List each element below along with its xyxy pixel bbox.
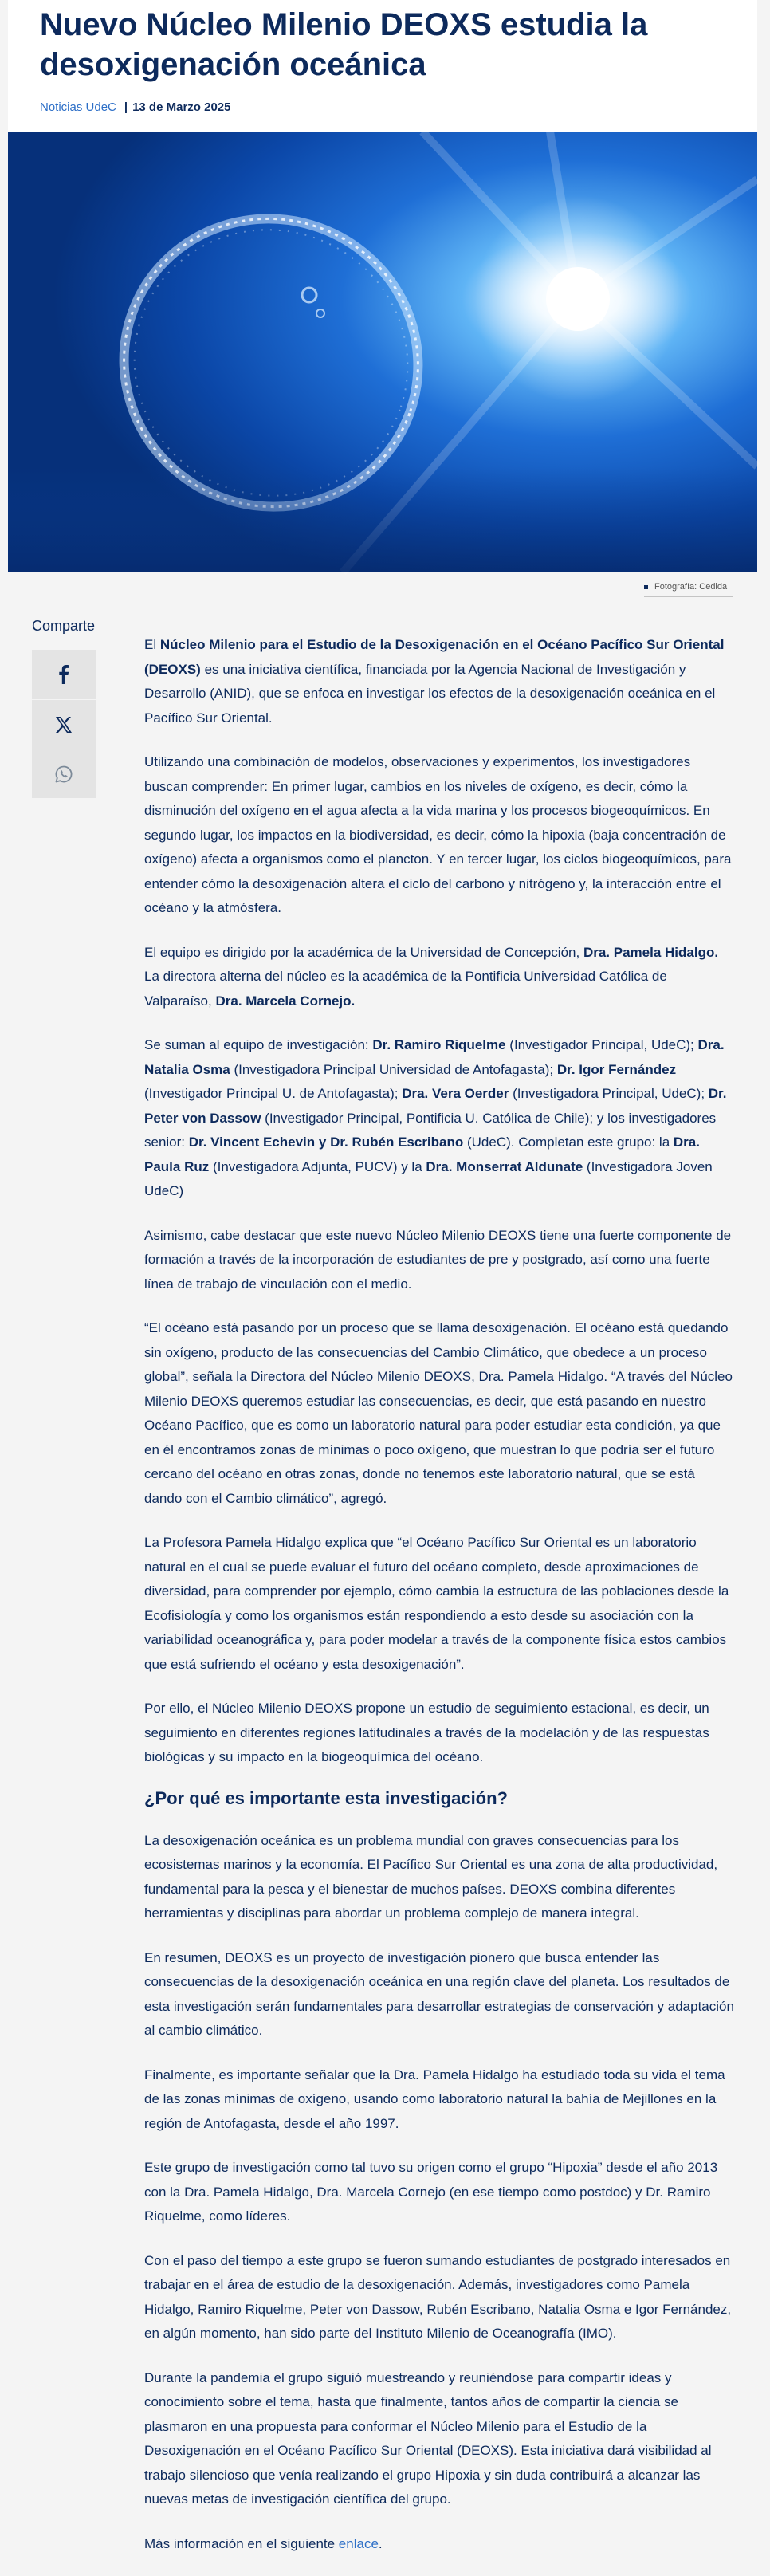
- category-link[interactable]: Noticias UdeC: [40, 100, 116, 114]
- share-x-button[interactable]: [32, 700, 96, 749]
- paragraph: En resumen, DEOXS es un proyecto de investigación pionero que busca entender las consecuencias de la desoxigenación oceánica en una región clave del planeta. Los resultados de esta investigación serán fundamentales para desarrollar estrategias de conservación y adaptación al cambio climático.: [144, 1949, 734, 2038]
- paragraph: La Profesora Pamela Hidalgo explica que “el Océano Pacífico Sur Oriental es un laboratorio natural en el cual se puede evaluar el futuro del océano completo, desde aproximaciones de diversidad, para comprender por ejemplo, cómo cambia la estructura de las poblaciones desde la Ecofisiología y como los organismos están respondiendo a esto desde su asociación con la variabilidad oceanográfica y, para poder modelar a través de la componente física estos cambios que está sufriendo el océano y esta desoxigenación”.: [144, 1535, 729, 1672]
- article-header: [8, 0, 757, 132]
- paragraph: Por ello, el Núcleo Milenio DEOXS propone un estudio de seguimiento estacional, es decir, un seguimiento en diferentes regiones latitudinales a través de la modelación y de las respuestas biológicas y su impacto en la biogeoquímica del océano.: [144, 1701, 709, 1764]
- x-icon: [55, 717, 73, 733]
- share-bar: [32, 650, 96, 798]
- section-heading: ¿Por qué es importante esta investigación?: [144, 1787, 508, 1808]
- share-whatsapp-button[interactable]: [32, 749, 96, 799]
- paragraph: La desoxigenación oceánica es un problema mundial con graves consecuencias para los ecosistemas marinos y la economía. El Pacífico Sur Oriental es una zona de alta productividad, fundamental para la pesca y el bienestar de muchos países. DEOXS combina diferentes herramientas y disciplinas para abordar un problema complejo de manera integral.: [144, 1832, 718, 1921]
- facebook-icon: [58, 665, 69, 684]
- underwater-bubble-ring-photo: [8, 132, 757, 572]
- paragraph: El Núcleo Milenio para el Estudio de la Desoxigenación en el Océano Pacífico Sur Oriental (DEOXS) es una iniciativa científica, financiada por la Agencia Nacional de Investigación y Desarrollo (ANID), que se enfoca en investigar los efectos de la desoxigenación oceánica en el Pacífico Sur Oriental.: [144, 637, 725, 726]
- more-info-link[interactable]: enlace: [338, 2535, 379, 2551]
- hero-image: [8, 132, 757, 572]
- paragraph: Durante la pandemia el grupo siguió muestreando y reuniéndose para compartir ideas y conocimiento sobre el tema, hasta que finalmente, tantos años de compartir la ciencia se plasmaron en una propuesta para conformar el Núcleo Milenio para el Estudio de la Desoxigenación en el Océano Pacífico Sur Oriental (DEOXS). Esta iniciativa dará visibilidad al trabajo silencioso que venía realizando el grupo Hipoxia y sin duda contribuirá a alcanzar las nuevas metas de investigación científica del grupo.: [144, 2370, 712, 2507]
- paragraph: Con el paso del tiempo a este grupo se fueron sumando estudiantes de postgrado interesados en trabajar en el área de estudio de la desoxigenación. Además, investigadores como Pamela Hidalgo, Ramiro Riquelme, Peter von Dassow, Rubén Escribano, Natalia Osma e Igor Fernández, en algún momento, han sido parte del Instituto Milenio de Oceanografía (IMO).: [144, 2252, 732, 2341]
- share-facebook-button[interactable]: [32, 650, 96, 699]
- article-meta: [40, 100, 230, 114]
- share-label: Comparte: [32, 618, 96, 634]
- page-title: Nuevo Núcleo Milenio DEOXS estudia la desoxigenación oceánica: [40, 7, 648, 82]
- article-body: [144, 633, 734, 2576]
- photo-caption: [644, 582, 733, 597]
- paragraph: Utilizando una combinación de modelos, observaciones y experimentos, los investigadores buscan comprender: En primer lugar, cambios en los niveles de oxígeno, es decir, cómo la disminución del oxígeno en el agua afecta a la vida marina y los procesos biogeoquímicos. En segundo lugar, los impactos en la biodiversidad, es decir, cómo la hipoxia (baja concentración de oxígeno) afecta a organismos como el plancton. Y en tercer lugar, los ciclos biogeoquímicos, para entender cómo la desoxigenación altera el ciclo del carbono y nitrógeno y, la interacción entre el océano y la atmósfera.: [144, 754, 732, 915]
- paragraph: El equipo es dirigido por la académica de la Universidad de Concepción, Dra. Pamela Hidalgo. La directora alterna del núcleo es la académica de la Pontificia Universidad Católica de Valparaíso, Dra. Marcela Cornejo.: [144, 944, 719, 1009]
- meta-separator: |: [124, 100, 128, 114]
- whatsapp-icon: [55, 765, 73, 783]
- paragraph: Este grupo de investigación como tal tuvo su origen como el grupo “Hipoxia” desde el año 2013 con la Dra. Pamela Hidalgo, Dra. Marcela Cornejo (en ese tiempo como postdoc) y Dr. Ramiro Riquelme, como líderes.: [144, 2160, 718, 2224]
- photo-credit: Fotografía: Cedida: [654, 582, 728, 592]
- paragraph: “El océano está pasando por un proceso que se llama desoxigenación. El océano está quedando sin oxígeno, producto de las consecuencias del Cambio Climático, que obedece a un proceso global”, señala la Directora del Núcleo Milenio DEOXS, Dra. Pamela Hidalgo. “A través del Núcleo Milenio DEOXS queremos estudiar las consecuencias, es decir, que está pasando en nuestro Océano Pacífico, que es como un laboratorio natural para poder estudiar esta condición, ya que en él encontramos zonas de mínimas o poco oxígeno, que muestran lo que podría ser el futuro cercano del océano en otras zonas, donde no tenemos este laboratorio natural, que se está dando con el Cambio climático”, agregó.: [144, 1320, 733, 1506]
- paragraph: Finalmente, es importante señalar que la Dra. Pamela Hidalgo ha estudiado toda su vida el tema de las zonas mínimas de oxígeno, usando como laboratorio natural la bahía de Mejillones en la región de Antofagasta, desde el año 1997.: [144, 2067, 725, 2131]
- more-info-paragraph: Más información en el siguiente enlace.: [144, 2535, 383, 2551]
- article-date: 13 de Marzo 2025: [132, 100, 231, 114]
- caption-bullet: [644, 585, 648, 589]
- paragraph: Se suman al equipo de investigación: Dr. Ramiro Riquelme (Investigador Principal, UdeC); Dra. Natalia Osma (Investigadora Principal Universidad de Antofagasta); Dr. Igor Fernández (Investigador Principal U. de Antofagasta); Dra. Vera Oerder (Investigadora Principal, UdeC); Dr. Peter von Dassow (Investigador Principal, Pontificia U. Católica de Chile); y los investigadores senior: Dr. Vincent Echevin y Dr. Rubén Escribano (UdeC). Completan este grupo: la Dra. Paula Ruz (Investigadora Adjunta, PUCV) y la Dra. Monserrat Aldunate (Investigadora Joven UdeC): [144, 1037, 727, 1198]
- paragraph: Asimismo, cabe destacar que este nuevo Núcleo Milenio DEOXS tiene una fuerte componente de formación a través de la incorporación de estudiantes de pre y postgrado, así como una fuerte línea de trabajo de vinculación con el medio.: [144, 1227, 732, 1292]
